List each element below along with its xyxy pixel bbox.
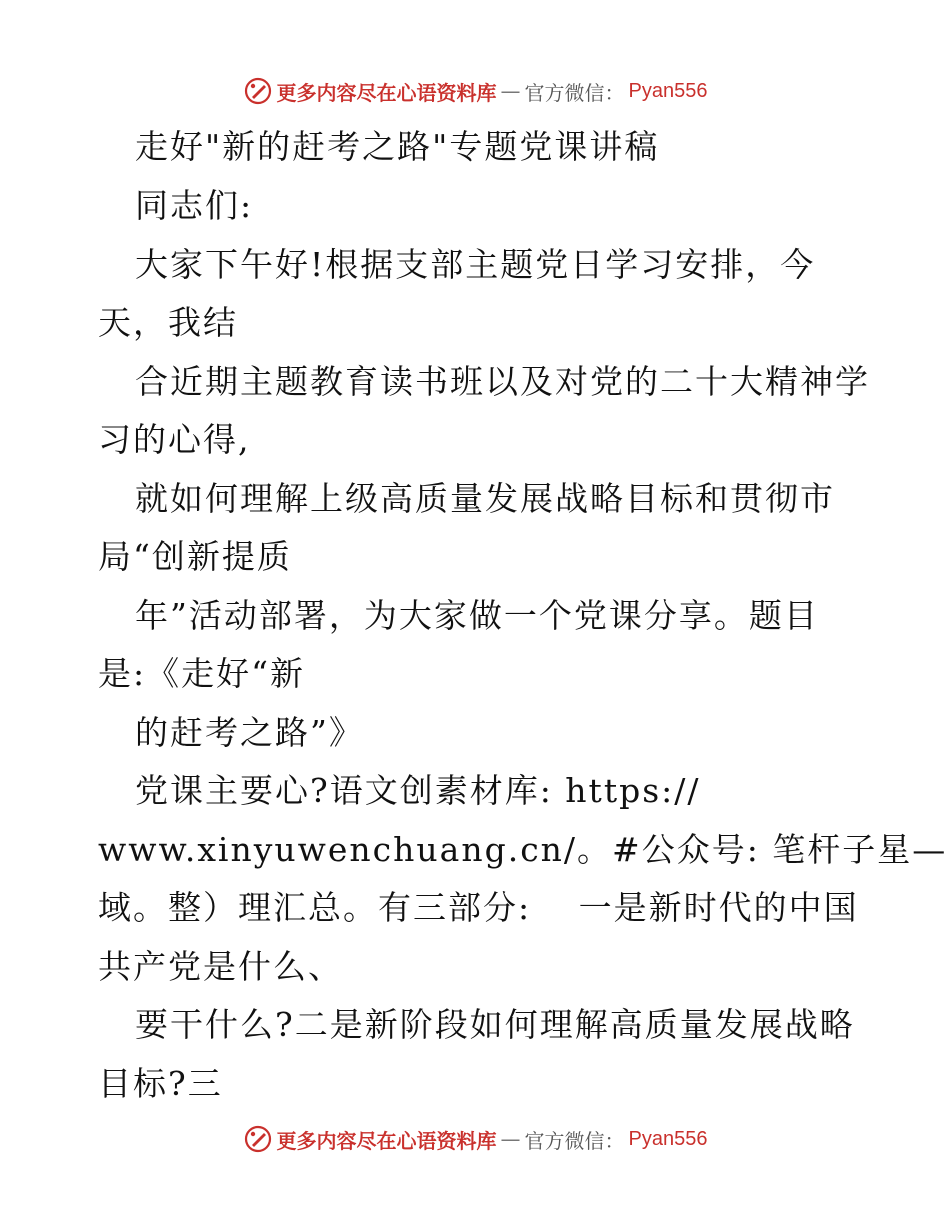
document-title: 走好"新的赶考之路"专题党课讲稿 bbox=[135, 127, 660, 166]
paragraph-line: 大家下午好!根据支部主题党日学习安排，今 bbox=[135, 245, 816, 284]
quill-logo-icon bbox=[243, 1124, 273, 1154]
watermark-label: 官方微信： bbox=[524, 80, 625, 105]
paragraph-line: 是:《走好“新 bbox=[98, 654, 305, 693]
header-watermark bbox=[0, 74, 950, 108]
paragraph-line: 域。整）理汇总。有三部分: 一是新时代的中国 bbox=[98, 888, 859, 927]
watermark-group bbox=[243, 76, 708, 106]
footer-watermark bbox=[0, 1122, 950, 1156]
watermark-separator: — bbox=[500, 1127, 521, 1151]
paragraph-line: 要干什么?二是新阶段如何理解高质量发展战略 bbox=[135, 1005, 855, 1044]
watermark-site-text: 更多内容尽在心语资料库 bbox=[276, 1128, 497, 1153]
watermark-separator: — bbox=[500, 79, 521, 103]
paragraph-line: 目标?三 bbox=[98, 1064, 223, 1103]
watermark-handle: Pyan556 bbox=[628, 79, 708, 102]
paragraph-line: 习的心得, bbox=[98, 420, 251, 459]
paragraph-line: 党课主要心?语文创素材库: https:// bbox=[135, 771, 701, 810]
quill-logo-icon bbox=[243, 76, 273, 106]
watermark-group bbox=[243, 1124, 708, 1154]
watermark-handle: Pyan556 bbox=[628, 1127, 708, 1150]
paragraph-line: 合近期主题教育读书班以及对党的二十大精神学 bbox=[135, 362, 870, 401]
paragraph-line: 的赶考之路”》 bbox=[135, 713, 364, 752]
paragraph-line: 年”活动部署，为大家做一个党课分享。题目 bbox=[135, 596, 819, 635]
paragraph-line: 局“创新提质 bbox=[98, 537, 292, 576]
paragraph-line: 共产党是什么、 bbox=[98, 947, 343, 986]
paragraph-line: 天，我结 bbox=[98, 303, 238, 342]
salutation: 同志们: bbox=[135, 186, 254, 225]
paragraph-line: 就如何理解上级高质量发展战略目标和贯彻市 bbox=[135, 479, 835, 518]
watermark-label: 官方微信： bbox=[524, 1128, 625, 1153]
watermark-site-text: 更多内容尽在心语资料库 bbox=[276, 80, 497, 105]
paragraph-line: www.xinyuwenchuang.cn/。#公众号: 笔杆子星— bbox=[98, 830, 948, 869]
